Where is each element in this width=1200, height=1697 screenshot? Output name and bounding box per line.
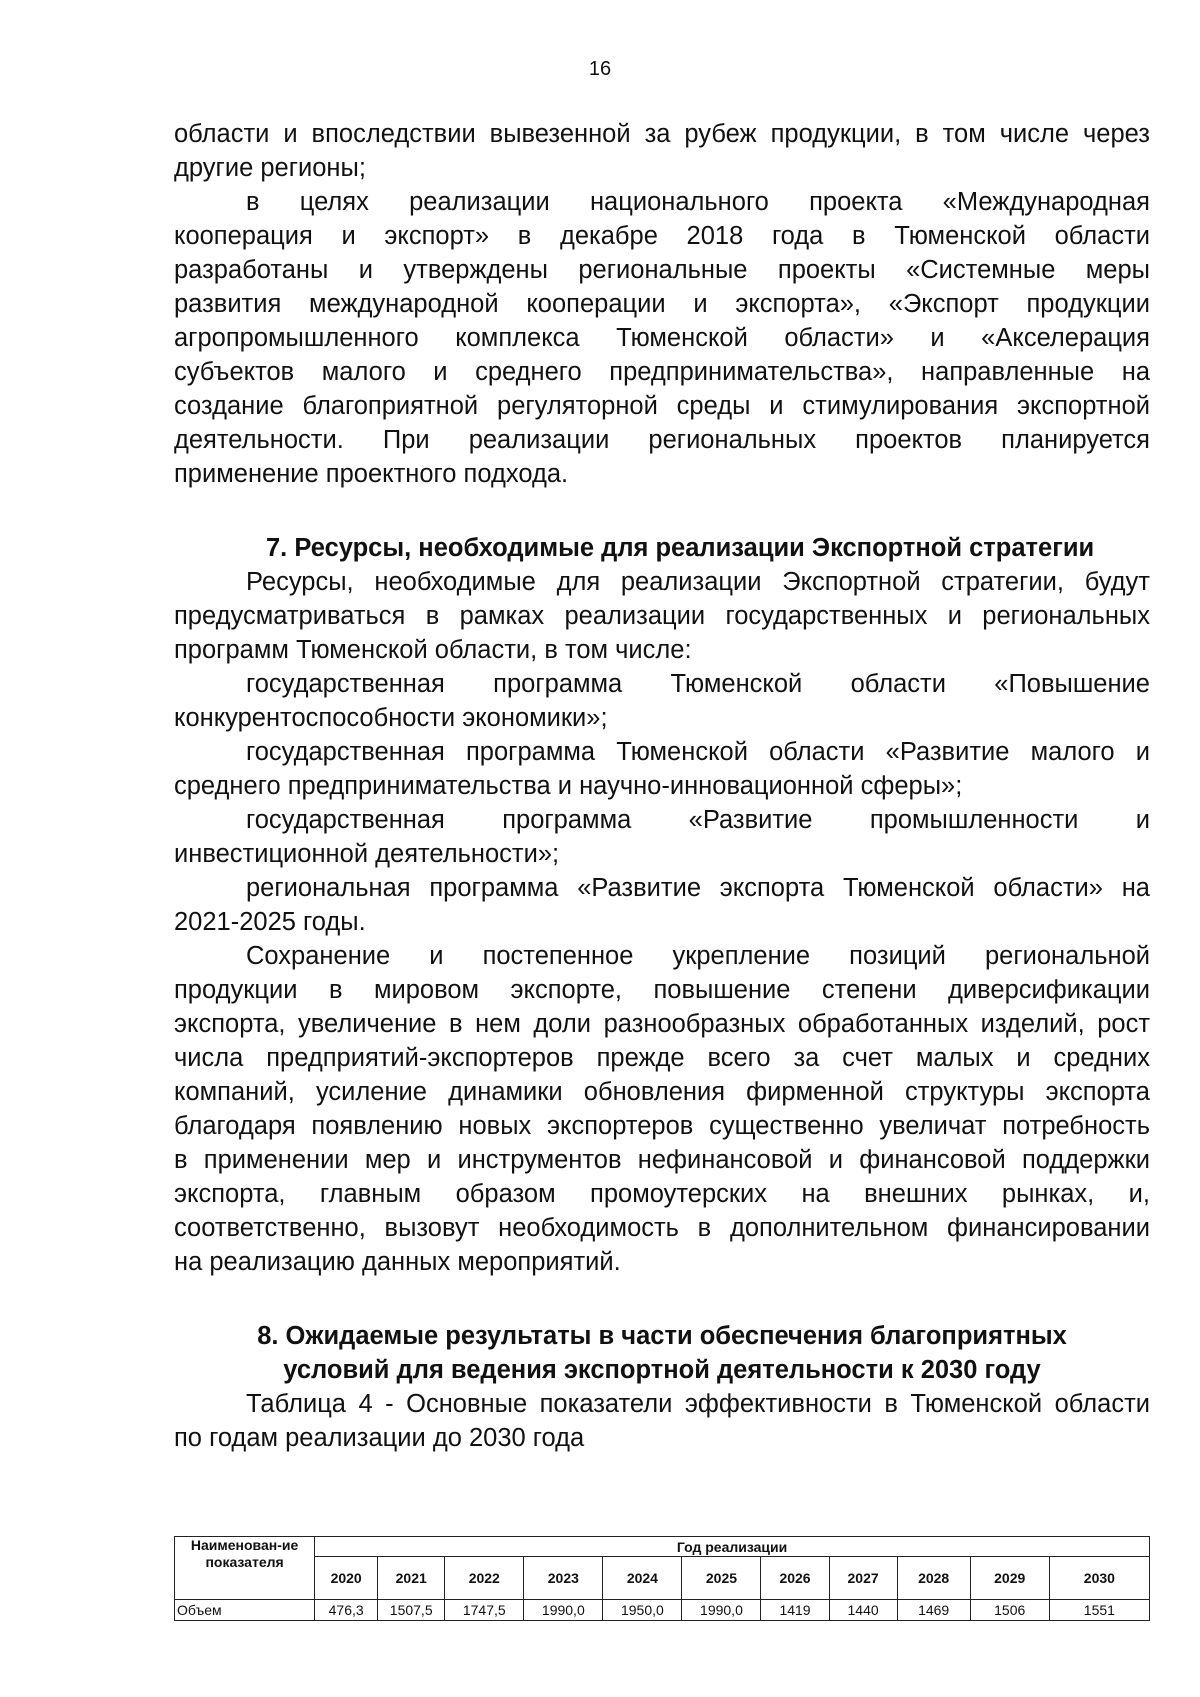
text-line: кооперация и экспорт» в декабре 2018 года в Тюменской области	[174, 222, 1150, 250]
text-line: Сохранение и постепенное укрепление позиций региональной	[246, 942, 1150, 970]
table-header-year: 2030	[1049, 1557, 1149, 1600]
text-line: благодаря появлению новых экспортеров существенно увеличат потребность	[174, 1112, 1150, 1140]
text-line: другие регионы;	[174, 154, 366, 182]
table-row	[175, 1600, 1150, 1621]
table-cell: 1990,0	[682, 1600, 761, 1621]
text-line: разработаны и утверждены региональные проекты «Системные меры	[174, 256, 1150, 284]
table-header-year: 2028	[897, 1557, 970, 1600]
table-cell: 1950,0	[603, 1600, 682, 1621]
table-header-year: 2020	[315, 1557, 378, 1600]
indicators-table	[174, 1536, 1150, 1621]
text-line: программ Тюменской области, в том числе:	[174, 636, 692, 664]
table-cell: 1990,0	[524, 1600, 603, 1621]
table-header-year: 2021	[378, 1557, 445, 1600]
list-item: региональная программа «Развитие экспорта Тюменской области» на	[246, 874, 1150, 902]
text-line: экспорта, главным образом промоутерских на внешних рынках, и,	[174, 1180, 1150, 1208]
table-cell: 1419	[761, 1600, 829, 1621]
text-line: субъектов малого и среднего предпринимательства», направленные на	[174, 358, 1150, 386]
table-cell: 1747,5	[445, 1600, 524, 1621]
text-line: соответственно, вызовут необходимость в дополнительном финансировании	[174, 1214, 1150, 1242]
section-heading-7: 7. Ресурсы, необходимые для реализации Экспортной стратегии	[266, 534, 1095, 562]
table-caption-cont: по годам реализации до 2030 года	[174, 1424, 585, 1452]
text-line: области и впоследствии вывезенной за рубеж продукции, в том числе через	[174, 120, 1150, 148]
text-line: продукции в мировом экспорте, повышение степени диверсификации	[174, 976, 1150, 1004]
table-header-year: 2024	[603, 1557, 682, 1600]
table-cell: 476,3	[315, 1600, 378, 1621]
table-cell: 1551	[1049, 1600, 1149, 1621]
text-line: компаний, усиление динамики обновления фирменной структуры экспорта	[174, 1078, 1150, 1106]
list-item: государственная программа «Развитие промышленности и	[246, 806, 1150, 834]
table-caption: Таблица 4 - Основные показатели эффективности в Тюменской области	[246, 1390, 1150, 1418]
table-header-year: 2023	[524, 1557, 603, 1600]
table-header-year: 2025	[682, 1557, 761, 1600]
text-line: 2021-2025 годы.	[174, 908, 366, 936]
text-line: экспорта, увеличение в нем доли разнообразных обработанных изделий, рост	[174, 1010, 1150, 1038]
text-line: развития международной кооперации и экспорта», «Экспорт продукции	[174, 290, 1150, 318]
table-header-year: 2026	[761, 1557, 829, 1600]
text-line: Ресурсы, необходимые для реализации Экспортной стратегии, будут	[246, 568, 1150, 596]
text-line: в применении мер и инструментов нефинансовой и финансовой поддержки	[174, 1146, 1150, 1174]
table-cell: 1506	[970, 1600, 1049, 1621]
text-line: применение проектного подхода.	[174, 460, 569, 488]
text-line: предусматриваться в рамках реализации государственных и региональных	[174, 602, 1150, 630]
text-line: деятельности. При реализации региональных проектов планируется	[174, 426, 1150, 454]
text-line: среднего предпринимательства и научно-инновационной сферы»;	[174, 772, 963, 800]
table-header-year: 2022	[445, 1557, 524, 1600]
table-header-indicator-name: Наименован-ие показателя	[175, 1537, 315, 1600]
text-line: создание благоприятной регуляторной среды и стимулирования экспортной	[174, 392, 1150, 420]
section-heading-8: 8. Ожидаемые результаты в части обеспечения благоприятных	[257, 1322, 1067, 1350]
table-cell-indicator: Объем	[175, 1600, 315, 1621]
text-line: конкурентоспособности экономики»;	[174, 704, 608, 732]
text-line: на реализацию данных мероприятий.	[174, 1248, 621, 1276]
table-cell: 1507,5	[378, 1600, 445, 1621]
table-cell: 1440	[829, 1600, 897, 1621]
text-line: инвестиционной деятельности»;	[174, 840, 560, 868]
table-cell: 1469	[897, 1600, 970, 1621]
table-header-year-group: Год реализации	[315, 1537, 1150, 1557]
list-item: государственная программа Тюменской области «Развитие малого и	[246, 738, 1150, 766]
page-number: 16	[588, 58, 612, 80]
text-line: числа предприятий-экспортеров прежде всего за счет малых и средних	[174, 1044, 1150, 1072]
text-line: агропромышленного комплекса Тюменской области» и «Акселерация	[174, 324, 1150, 352]
table-header-year: 2027	[829, 1557, 897, 1600]
table-header-year: 2029	[970, 1557, 1049, 1600]
list-item: государственная программа Тюменской области «Повышение	[246, 670, 1150, 698]
section-heading-8-cont: условий для ведения экспортной деятельности к 2030 году	[283, 1356, 1041, 1384]
text-line: в целях реализации национального проекта «Международная	[246, 188, 1150, 216]
